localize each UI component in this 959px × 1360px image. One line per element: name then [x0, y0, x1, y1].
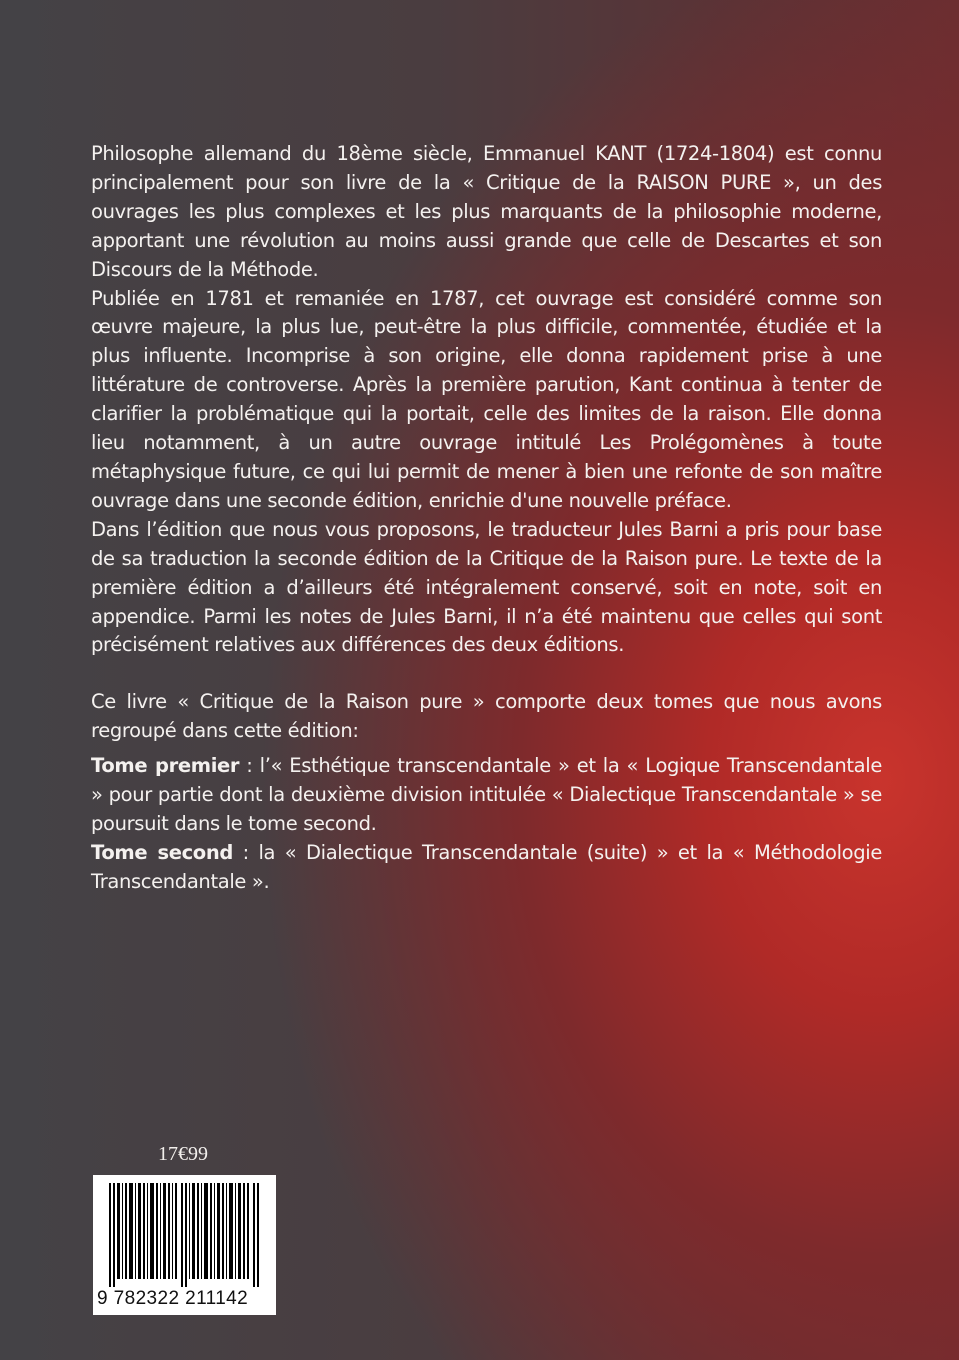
paragraph-intro: Philosophe allemand du 18ème siècle, Emmanuel KANT (1724-1804) est connu principalement pour son livre de la « Critique de la RAISON PURE », un des ouvrages les plus complexes et les plus marquants de la philosophie moderne, apportant une révolution au moins aussi grande que celle de Descartes et son Discours de la Méthode.: [91, 142, 882, 281]
paragraph-edition: Dans l’édition que nous vous proposons, le traducteur Jules Barni a pris pour base de sa traduction la seconde édition de la Critique de la Raison pure. Le texte de la première édition a d’ailleurs été intégralement conservé, soit en note, soit en appendice. Parmi les notes de Jules Barni, il n’a été maintenu que celles qui sont précisément relatives aux différences des deux éditions.: [91, 517, 882, 657]
tome-premier-label: Tome premier: [91, 754, 240, 778]
back-cover-text: [91, 140, 882, 897]
paragraph-publication: Publiée en 1781 et remaniée en 1787, cet ouvrage est considéré comme son œuvre majeure, la plus lue, peut-être la plus difficile, commentée, étudiée et la plus influente. Incomprise à son origine, elle donna rapidement prise à une littérature de controverse. Après la première parution, Kant continua à tenter de clarifier la problématique qui la portait, celle des limites de la raison. Elle donna lieu notamment, à un autre ouvrage intitulé Les Prolégomènes à toute métaphysique future, ce qui lui permit de mener à bien une refonte de son maître ouvrage dans une seconde édition, enrichie d'une nouvelle préface.: [91, 286, 882, 512]
barcode-icon: [109, 1183, 261, 1287]
isbn-barcode: [93, 1175, 276, 1315]
tome-premier: [91, 752, 882, 839]
tome-second-label: Tome second: [91, 840, 233, 864]
isbn-number: 9 782322 211142: [97, 1288, 249, 1309]
tome-second-text: : la « Dialectique Transcendantale (suite) » et la « Méthodologie Transcendantale ».: [91, 840, 882, 893]
price-label: 17€99: [158, 1143, 208, 1165]
paragraph-tomes-intro: Ce livre « Critique de la Raison pure » comporte deux tomes que nous avons regroupé dans cette édition:: [91, 690, 882, 743]
tome-second: [91, 839, 882, 897]
tome-premier-text: : l’« Esthétique transcendantale » et la « Logique Transcendantale » pour partie dont la deuxième division intitulée « Dialectique Transcendantale » se poursuit dans le tome second.: [91, 754, 882, 835]
